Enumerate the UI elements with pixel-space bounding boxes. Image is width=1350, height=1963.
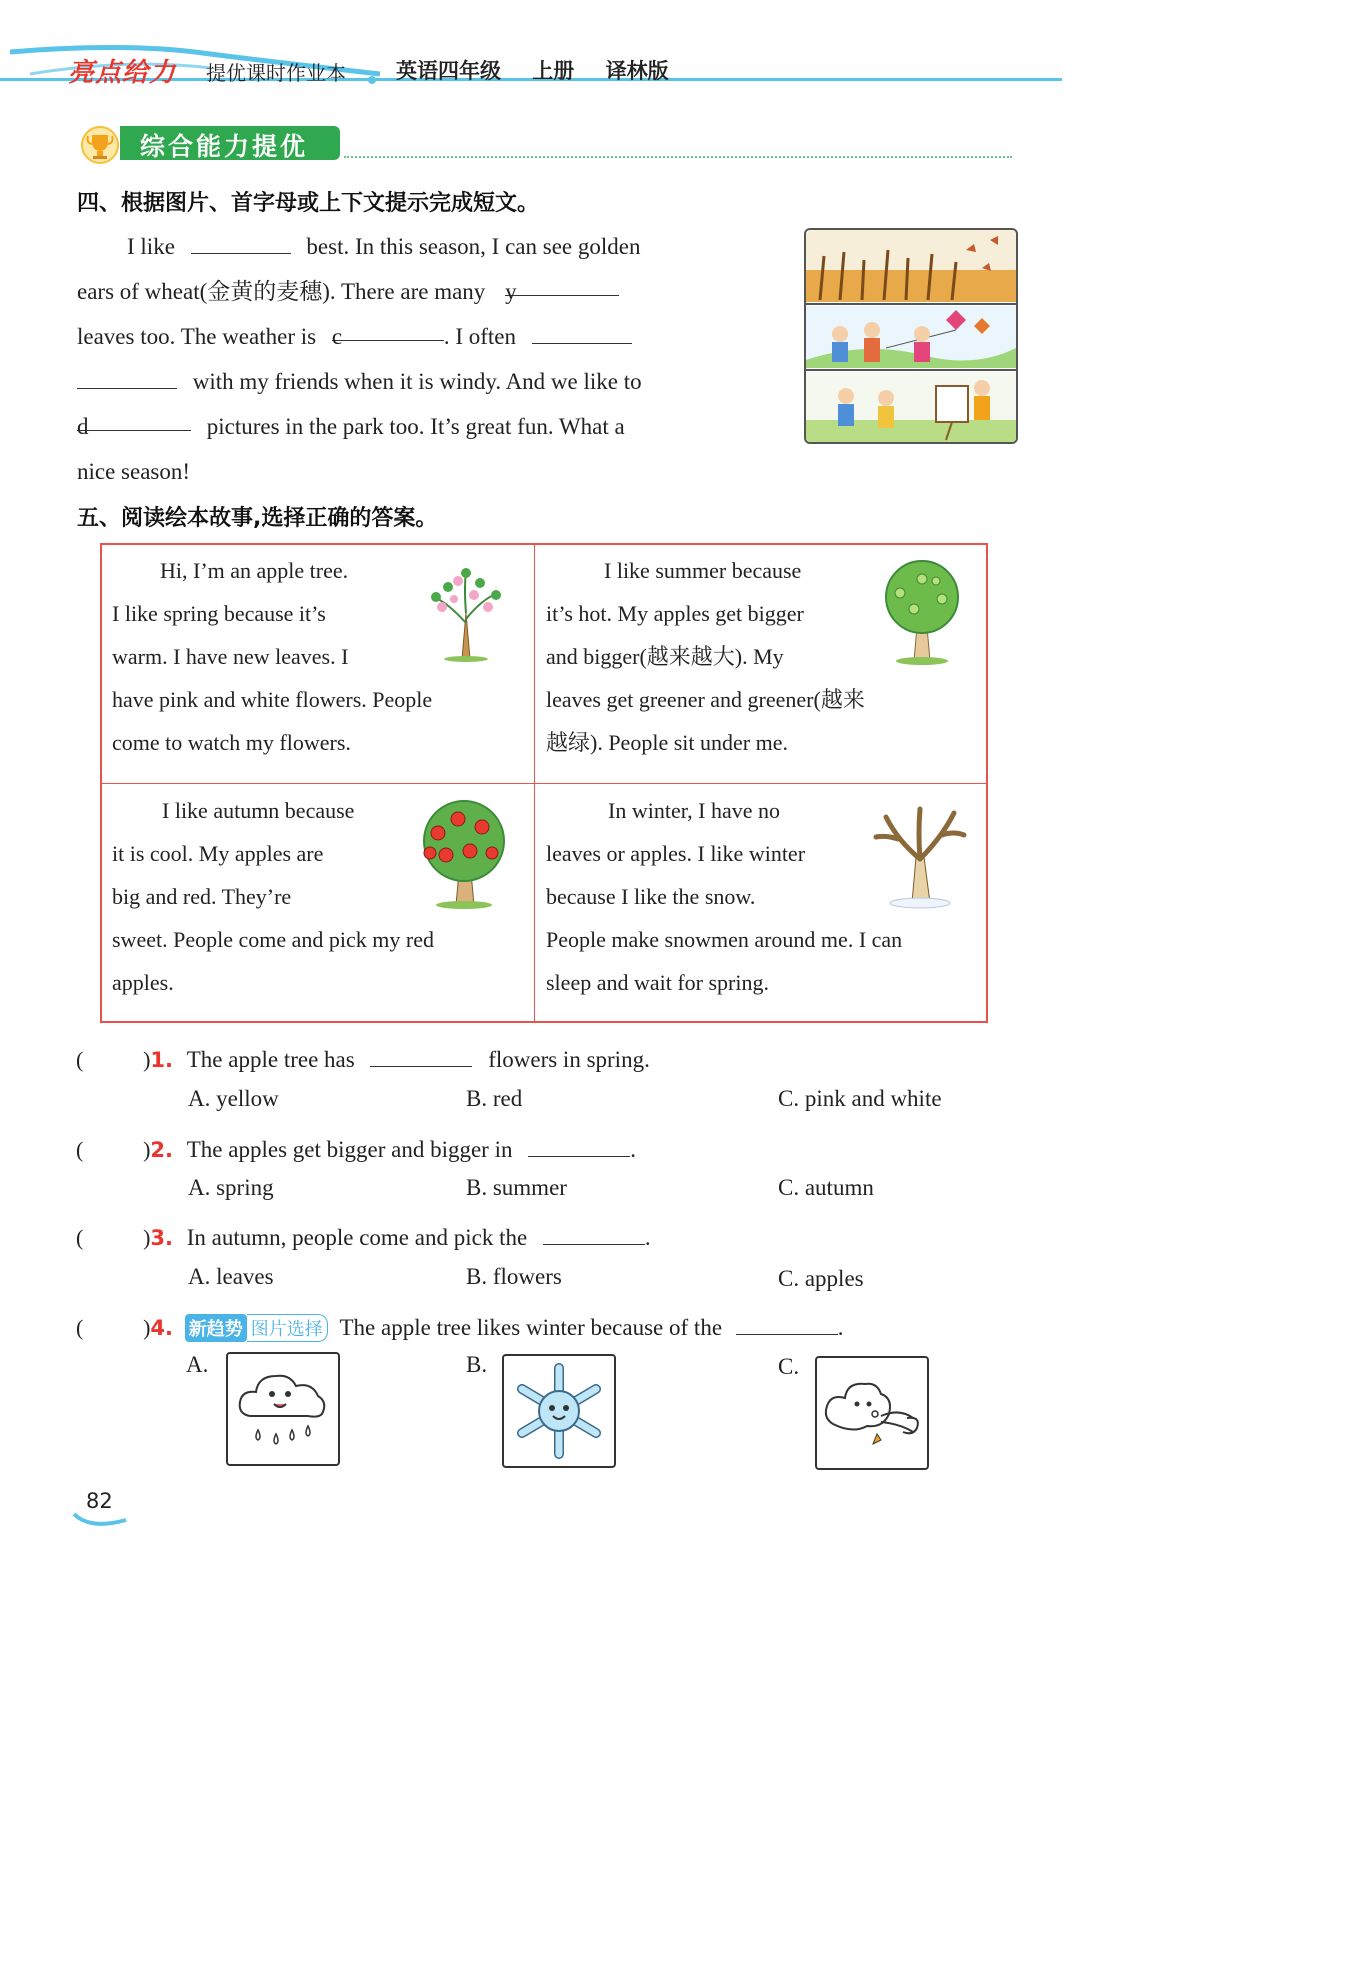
- picture-choice-tag: 图片选择: [247, 1314, 328, 1342]
- blank-4b[interactable]: [77, 362, 177, 389]
- option-1c[interactable]: C. pink and white: [778, 1086, 942, 1111]
- story-line: sleep and wait for spring.: [546, 970, 769, 995]
- question-2: [76, 1130, 996, 1163]
- question-text: The apple tree has: [186, 1047, 355, 1072]
- passage-text: pictures in the park too. It’s great fun. What a: [206, 414, 625, 439]
- wind-cloud-icon: [817, 1358, 927, 1468]
- spring-tree-icon: [418, 563, 514, 663]
- autumn-scenes-illustration: [806, 230, 1016, 442]
- question-text: In autumn, people come and pick the: [186, 1225, 528, 1250]
- question-text: The apples get bigger and bigger in: [186, 1137, 513, 1162]
- part4-title: 四、根据图片、首字母或上下文提示完成短文。: [77, 191, 540, 216]
- option-4a-rain[interactable]: [226, 1352, 340, 1466]
- brand-subtitle: 提优课时作业本: [206, 61, 346, 85]
- story-line: I like spring because it’s: [112, 601, 326, 626]
- question-text: .: [644, 1225, 651, 1250]
- story-line: I like autumn because: [162, 798, 355, 823]
- option-3b[interactable]: B. flowers: [466, 1264, 562, 1289]
- story-line: leaves or apples. I like winter: [546, 841, 806, 866]
- story-line: 越绿). People sit under me.: [546, 730, 788, 755]
- answer-paren-close: ): [143, 1315, 151, 1340]
- autumn-picture-panel: [804, 228, 1018, 444]
- story-line: because I like the snow.: [546, 884, 756, 909]
- question-number: 1.: [150, 1048, 173, 1072]
- passage-text: nice season!: [77, 459, 191, 484]
- question-blank[interactable]: [528, 1130, 630, 1157]
- story-line: People make snowmen around me. I can: [546, 927, 903, 952]
- hint-letter: y: [505, 279, 517, 304]
- blank-1[interactable]: [191, 227, 291, 254]
- option-1b[interactable]: B. red: [466, 1086, 523, 1111]
- question-text: .: [837, 1315, 844, 1340]
- option-4a-label: A.: [186, 1352, 209, 1377]
- question-1: [76, 1040, 996, 1073]
- header-info: [396, 55, 693, 85]
- question-text: The apple tree likes winter because of the: [339, 1315, 723, 1340]
- question-number: 2.: [150, 1138, 173, 1162]
- trophy-icon: [80, 126, 120, 164]
- question-3: [76, 1218, 996, 1251]
- header-subject: 英语四年级: [396, 59, 501, 83]
- option-4b-snow[interactable]: [502, 1354, 616, 1468]
- blank-5[interactable]: [77, 404, 191, 439]
- story-line: big and red. They’re: [112, 884, 292, 909]
- passage-text: . I often: [443, 324, 516, 349]
- passage-text: leaves too. The weather is: [77, 324, 317, 349]
- question-number: 4.: [150, 1316, 173, 1340]
- story-grid: [100, 543, 988, 1023]
- blank-2[interactable]: [505, 269, 619, 304]
- brand-logo: 亮点给力: [68, 58, 177, 88]
- answer-paren-open: (: [76, 1225, 84, 1250]
- passage-text: I like: [127, 234, 175, 259]
- passage-text: best. In this season, I can see golden: [306, 234, 641, 259]
- question-blank[interactable]: [736, 1308, 838, 1335]
- story-line: come to watch my flowers.: [112, 730, 351, 755]
- winter-tree-icon: [868, 797, 972, 909]
- option-2c[interactable]: C. autumn: [778, 1175, 874, 1200]
- trend-tag: 新趋势: [185, 1314, 247, 1342]
- answer-paren-close: ): [143, 1137, 151, 1162]
- option-4c-wind[interactable]: [815, 1356, 929, 1470]
- page-number: 82: [86, 1489, 113, 1513]
- story-line: leaves get greener and greener(越来: [546, 687, 865, 712]
- option-3c[interactable]: C. apples: [778, 1266, 864, 1291]
- option-1a[interactable]: A. yellow: [188, 1086, 279, 1111]
- question-number: 3.: [150, 1226, 173, 1250]
- answer-paren-open: (: [76, 1047, 84, 1072]
- header-volume: 上册: [532, 59, 575, 83]
- answer-paren-close: ): [143, 1225, 151, 1250]
- story-line: Hi, I’m an apple tree.: [160, 558, 349, 583]
- blank-3[interactable]: [331, 314, 444, 349]
- question-text: flowers in spring.: [488, 1047, 650, 1072]
- story-line: In winter, I have no: [608, 798, 781, 823]
- story-line: sweet. People come and pick my red: [112, 927, 434, 952]
- story-line: it is cool. My apples are: [112, 841, 324, 866]
- section-title: 综合能力提优: [140, 132, 309, 161]
- autumn-tree-icon: [408, 797, 520, 909]
- snowflake-icon: [504, 1356, 614, 1466]
- passage-text: with my friends when it is windy. And we like to: [192, 369, 642, 394]
- hint-letter: d: [77, 414, 89, 439]
- question-4: [76, 1308, 996, 1342]
- story-line: it’s hot. My apples get bigger: [546, 601, 804, 626]
- story-line: apples.: [112, 970, 174, 995]
- story-line: and bigger(越来越大). My: [546, 644, 784, 669]
- grid-divider-horizontal: [102, 783, 986, 784]
- question-text: .: [630, 1137, 636, 1162]
- question-blank[interactable]: [543, 1218, 645, 1245]
- option-4b-label: B.: [466, 1352, 488, 1377]
- option-2b[interactable]: B. summer: [466, 1175, 567, 1200]
- blank-4[interactable]: [532, 317, 632, 344]
- answer-paren-open: (: [76, 1137, 84, 1162]
- summer-tree-icon: [870, 557, 972, 667]
- rain-cloud-icon: [228, 1354, 338, 1464]
- question-blank[interactable]: [370, 1040, 472, 1067]
- header-edition: 译林版: [605, 59, 669, 83]
- header-dot: [368, 76, 376, 84]
- option-3a[interactable]: A. leaves: [188, 1264, 274, 1289]
- hint-letter: c: [331, 324, 343, 349]
- section-divider: [344, 156, 1012, 158]
- story-line: warm. I have new leaves. I: [112, 644, 349, 669]
- answer-paren-close: ): [143, 1047, 151, 1072]
- answer-paren-open: (: [76, 1315, 84, 1340]
- passage-text: ears of wheat(金黄的麦穗). There are many: [77, 279, 486, 304]
- part4-passage: [77, 224, 765, 494]
- part5-title: 五、阅读绘本故事,选择正确的答案。: [77, 506, 438, 531]
- story-line: have pink and white flowers. People: [112, 687, 433, 712]
- story-line: I like summer because: [604, 558, 802, 583]
- option-2a[interactable]: A. spring: [188, 1175, 274, 1200]
- option-4c-label: C.: [778, 1354, 800, 1379]
- page-number-swoosh: [70, 1510, 130, 1530]
